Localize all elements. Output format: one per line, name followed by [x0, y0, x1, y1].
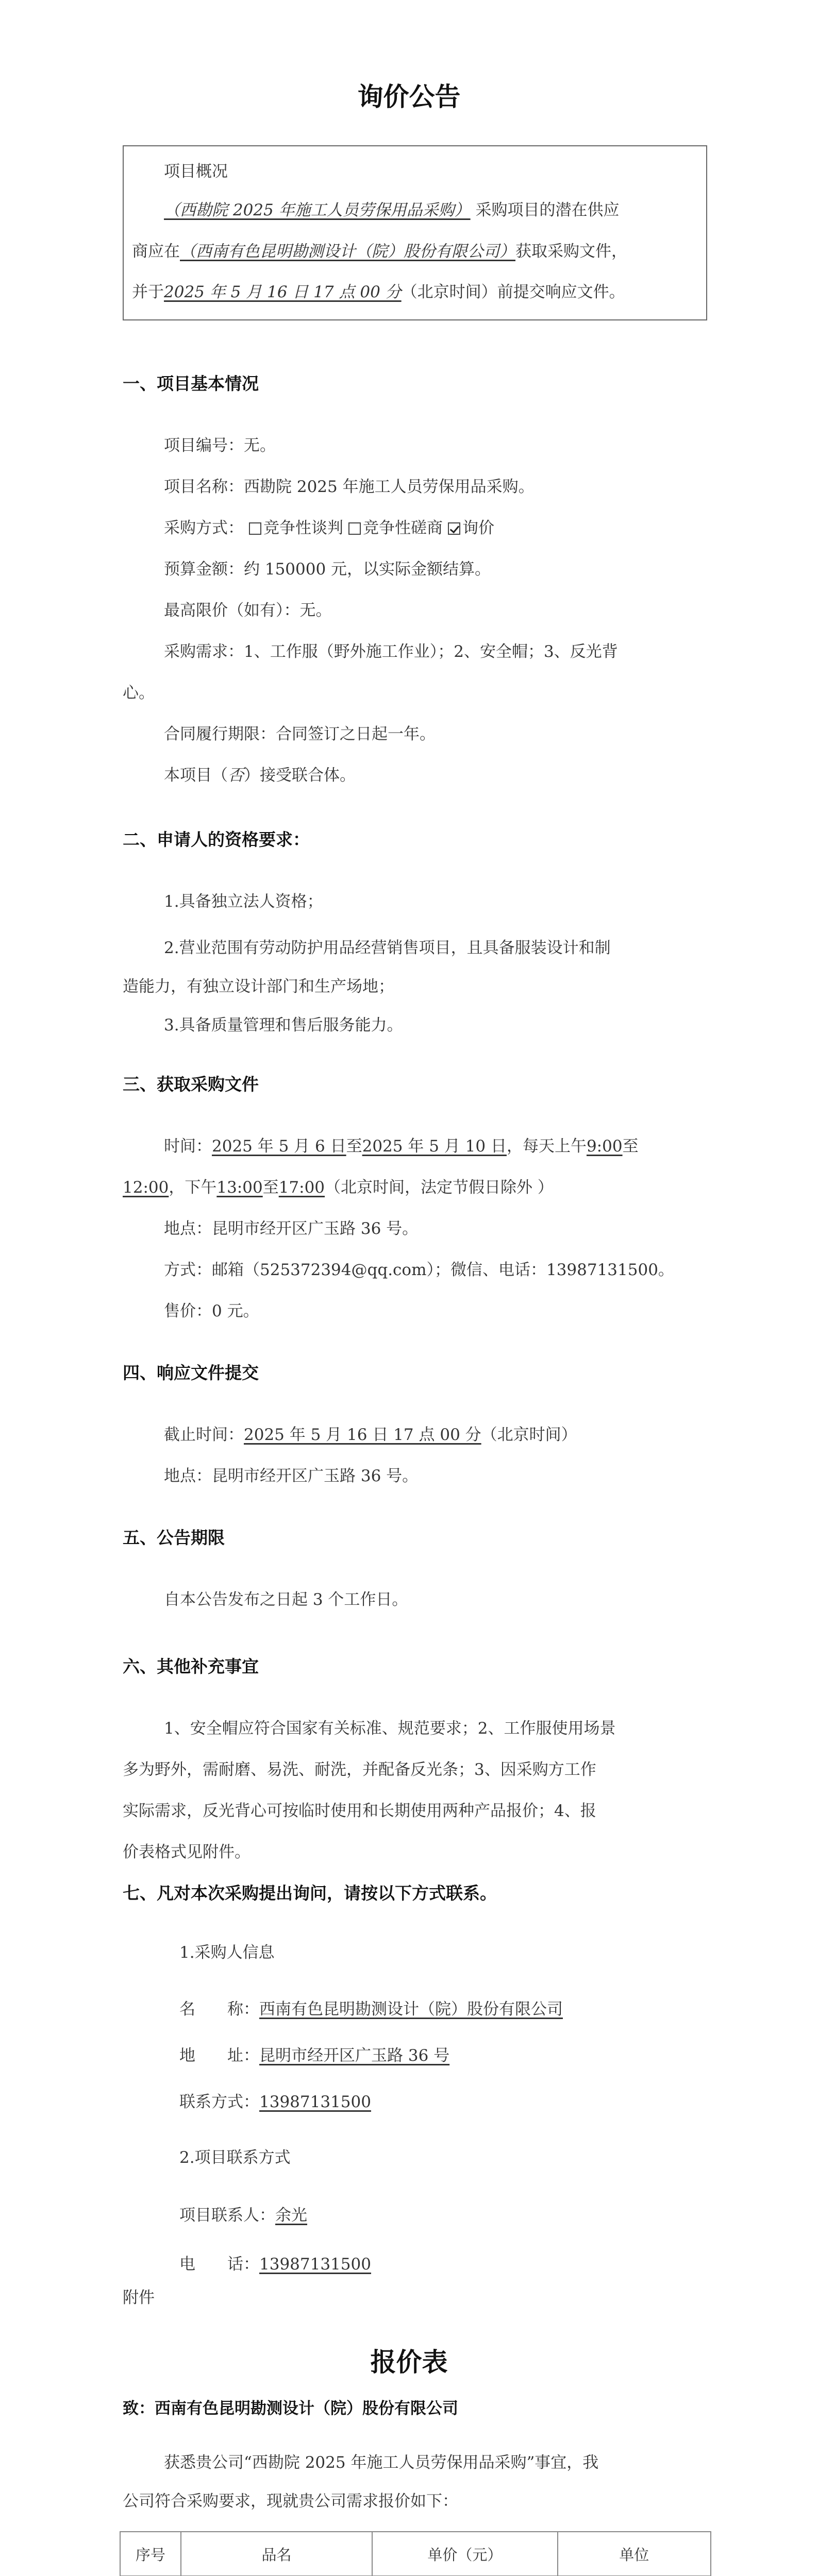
consortium-text: 本项目（ — [164, 766, 228, 785]
qualification-1: 1.具备独立法人资格； — [164, 892, 323, 911]
overview-line-3 — [132, 282, 625, 302]
header-index: 序号 — [120, 2532, 181, 2576]
am-end: 12:00 — [123, 1178, 169, 1197]
qualification-2-line-2: 造能力，有独立设计部门和生产场地； — [123, 977, 394, 996]
project-contact-person — [179, 2205, 307, 2226]
consortium-text: ）接受联合体。 — [244, 766, 356, 785]
project-number: 项目编号：无。 — [164, 436, 276, 455]
method-option-label: 询价 — [462, 519, 494, 537]
pickup-method: 方式：邮箱（525372394@qq.com）；微信、电话：13987131500。 — [164, 1261, 674, 1279]
phone-label: 电 话： — [179, 2255, 259, 2274]
notice-title: 询价公告 — [357, 82, 461, 112]
quote-recipient: 致：西南有色昆明勘测设计（院）股份有限公司 — [123, 2399, 458, 2418]
submission-location: 地点：昆明市经开区广玉路 36 号。 — [164, 1467, 419, 1485]
project-contact-heading: 2.项目联系方式 — [179, 2148, 291, 2167]
overview-text: 商应在 — [132, 242, 180, 261]
consortium-value: 否 — [228, 766, 244, 785]
section-5-heading: 五、公告期限 — [123, 1528, 225, 1548]
date-end: 2025 年 5 月 10 日 — [362, 1137, 507, 1156]
qualification-3: 3.具备质量管理和售后服务能力。 — [164, 1016, 403, 1035]
buyer-address-label: 地 址： — [179, 2046, 259, 2065]
person-label: 项目联系人： — [179, 2206, 275, 2225]
header-item: 品名 — [181, 2532, 372, 2576]
header-price: 单价（元） — [372, 2532, 557, 2576]
daily-text: ，每天上午 — [506, 1137, 587, 1156]
method-option-label: 竞争性谈判 — [263, 519, 343, 537]
deadline-value: 2025 年 5 月 16 日 17 点 00 分 — [244, 1426, 481, 1444]
project-name-inline: （西勘院 2025 年施工人员劳保用品采购） — [164, 201, 471, 219]
deadline-label: 截止时间： — [164, 1426, 244, 1444]
table-header-row — [120, 2532, 711, 2576]
deadline-note: （北京时间） — [481, 1426, 577, 1444]
phone-value: 13987131500 — [259, 2255, 371, 2274]
pickup-time-line-2 — [123, 1177, 554, 1198]
quote-intro-line-2: 公司符合采购要求，现就贵公司需求报价如下： — [123, 2492, 458, 2511]
notice-period: 自本公告发布之日起 3 个工作日。 — [164, 1590, 408, 1609]
pickup-location: 地点：昆明市经开区广玉路 36 号。 — [164, 1219, 419, 1238]
requirements-line-2: 心。 — [123, 684, 155, 702]
time-note: （北京时间，法定节假日除外 ） — [325, 1178, 554, 1197]
overview-heading: 项目概况 — [164, 162, 228, 181]
quote-title: 报价表 — [370, 2347, 448, 2377]
max-price: 最高限价（如有）：无。 — [164, 601, 332, 620]
overview-line-1 — [164, 200, 619, 221]
to-text: 至 — [262, 1178, 279, 1197]
date-start: 2025 年 5 月 6 日 — [212, 1137, 346, 1156]
buyer-contact-value: 13987131500 — [259, 2093, 371, 2111]
buyer-contact-label: 联系方式： — [179, 2093, 259, 2111]
contract-period: 合同履行期限：合同签订之日起一年。 — [164, 725, 436, 743]
buyer-address-value: 昆明市经开区广玉路 36 号 — [259, 2046, 450, 2065]
am-start: 9:00 — [586, 1137, 623, 1156]
overview-text: 采购项目的潜在供应 — [475, 201, 620, 219]
buyer-address — [179, 2045, 449, 2066]
to-text: 至 — [346, 1137, 362, 1156]
buyer-info-heading: 1.采购人信息 — [179, 1943, 275, 1962]
method-checkbox-negotiation[interactable] — [249, 522, 261, 535]
project-contact-phone — [179, 2254, 371, 2275]
section-2-heading: 二、申请人的资格要求： — [123, 829, 310, 850]
section-4-heading: 四、响应文件提交 — [123, 1363, 259, 1383]
supplement-line-2: 多为野外，需耐磨、易洗、耐洗，并配备反光条；3、因采购方工作 — [123, 1760, 596, 1779]
person-value: 余光 — [275, 2206, 307, 2225]
method-checkbox-consultation[interactable] — [348, 522, 361, 535]
buyer-contact — [179, 2092, 371, 2112]
submission-deadline — [164, 1425, 577, 1445]
quote-table — [120, 2531, 711, 2576]
quote-intro-line-1: 获悉贵公司“西勘院 2025 年施工人员劳保用品采购”事宜，我 — [164, 2453, 599, 2472]
consortium — [164, 765, 356, 786]
supplement-line-3: 实际需求，反光背心可按临时使用和长期使用两种产品报价；4、报 — [123, 1802, 596, 1820]
overview-text: 并于 — [132, 283, 164, 301]
buyer-name — [179, 1999, 563, 2020]
buyer-name-value: 西南有色昆明勘测设计（院）股份有限公司 — [259, 2000, 563, 2019]
deadline-inline: 2025 年 5 月 16 日 17 点 00 分 — [164, 283, 402, 301]
pm-label: ，下午 — [169, 1178, 217, 1197]
document-price: 售价：0 元。 — [164, 1302, 259, 1320]
method-label: 采购方式： — [164, 519, 244, 537]
section-1-heading: 一、项目基本情况 — [123, 374, 259, 394]
qualification-2-line-1: 2.营业范围有劳动防护用品经营销售项目，且具备服装设计和制 — [164, 939, 611, 957]
overview-line-2 — [132, 241, 627, 262]
section-7-heading: 七、凡对本次采购提出询问，请按以下方式联系。 — [123, 1883, 497, 1903]
section-6-heading: 六、其他补充事宜 — [123, 1656, 259, 1676]
budget: 预算金额：约 150000 元，以实际金额结算。 — [164, 560, 491, 579]
project-name: 项目名称：西勘院 2025 年施工人员劳保用品采购。 — [164, 478, 535, 496]
pm-end: 17:00 — [278, 1178, 325, 1197]
overview-text: （北京时间）前提交响应文件。 — [401, 283, 625, 301]
to-text: 至 — [622, 1137, 639, 1156]
pickup-time-line-1 — [164, 1136, 639, 1157]
section-3-heading: 三、获取采购文件 — [123, 1074, 259, 1094]
attachment-label: 附件 — [123, 2289, 155, 2307]
time-label: 时间： — [164, 1137, 212, 1156]
supplement-line-4: 价表格式见附件。 — [123, 1843, 251, 1861]
procurement-method — [164, 518, 494, 538]
header-unit: 单位 — [558, 2532, 711, 2576]
overview-text: 获取采购文件， — [515, 242, 627, 261]
requirements-line-1: 采购需求：1、工作服（野外施工作业）；2、安全帽；3、反光背 — [164, 642, 618, 661]
pickup-place-inline: （西南有色昆明勘测设计（院）股份有限公司） — [180, 242, 515, 261]
pm-start: 13:00 — [216, 1178, 263, 1197]
method-checkbox-inquiry[interactable] — [448, 522, 460, 535]
supplement-line-1: 1、安全帽应符合国家有关标准、规范要求；2、工作服使用场景 — [164, 1719, 616, 1738]
method-option-label: 竞争性磋商 — [363, 519, 443, 537]
buyer-name-label: 名 称： — [179, 2000, 259, 2019]
